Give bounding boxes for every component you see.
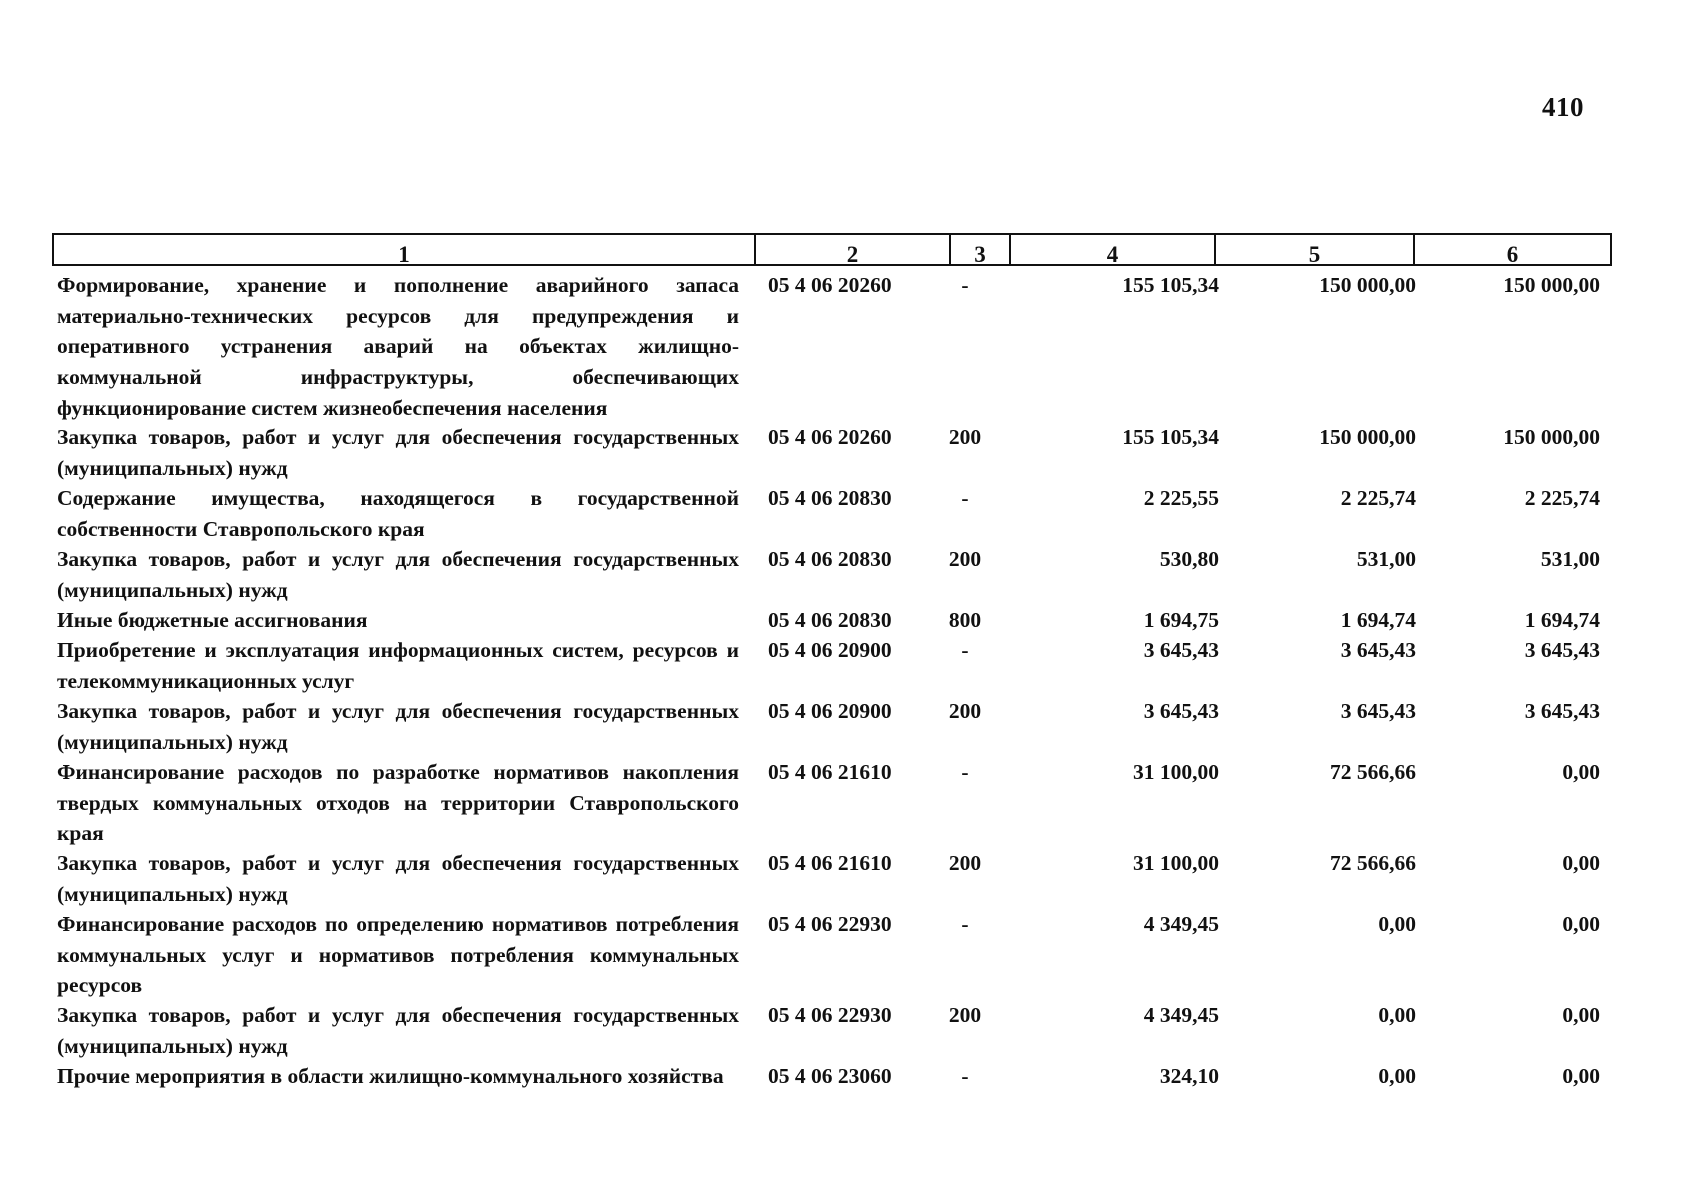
table-row — [57, 635, 1613, 696]
table-row — [57, 544, 1613, 605]
table-row — [57, 909, 1613, 1000]
row-expense-type: - — [961, 638, 969, 662]
table-row — [57, 422, 1613, 483]
row-code: 05 4 06 22930 — [768, 912, 892, 936]
row-code: 05 4 06 20900 — [768, 638, 892, 662]
column-header-2: 2 — [756, 235, 951, 264]
row-value-col5: 3 645,43 — [1340, 638, 1416, 662]
row-value-col5: 150 000,00 — [1319, 273, 1416, 297]
row-value-col5: 531,00 — [1356, 547, 1416, 571]
row-expense-type: - — [961, 273, 969, 297]
column-header-6: 6 — [1506, 242, 1519, 267]
row-expense-type: - — [961, 760, 969, 784]
row-value-col5: 72 566,66 — [1330, 851, 1416, 875]
table-row — [57, 1061, 1613, 1122]
row-expense-type: 800 — [948, 608, 982, 632]
row-value-col4: 3 645,43 — [1143, 699, 1219, 723]
row-code: 05 4 06 20830 — [768, 486, 892, 510]
column-header-3: 3 — [951, 235, 1011, 264]
row-value-col6: 150 000,00 — [1503, 273, 1600, 297]
row-expense-type: - — [961, 912, 969, 936]
row-value-col4: 2 225,55 — [1143, 486, 1219, 510]
row-code: 05 4 06 22930 — [768, 1003, 892, 1027]
table-row — [57, 757, 1613, 848]
row-code: 05 4 06 20260 — [768, 273, 892, 297]
row-description: Закупка товаров, работ и услуг для обеспечения государственных (муниципальных) нужд — [57, 1003, 739, 1058]
row-value-col6: 3 645,43 — [1524, 699, 1600, 723]
table-row — [57, 1000, 1613, 1061]
column-header-5: 5 — [1216, 235, 1415, 264]
column-header-1: 1 — [54, 235, 756, 264]
row-value-col5: 150 000,00 — [1319, 425, 1416, 449]
row-value-col4: 31 100,00 — [1133, 760, 1219, 784]
row-value-col5: 2 225,74 — [1340, 486, 1416, 510]
row-description: Содержание имущества, находящегося в государственной собственности Ставропольского края — [57, 486, 739, 541]
row-value-col4: 31 100,00 — [1133, 851, 1219, 875]
row-description: Формирование, хранение и пополнение аварийного запаса материально-технических ресурсов для предупреждения и оперативного устранения аварий на объектах жилищно-коммунальной инфраструктуры, обеспечивающих функционирование систем жизнеобеспечения населения — [57, 273, 739, 420]
row-expense-type: 200 — [948, 851, 982, 875]
row-expense-type: 200 — [948, 547, 982, 571]
row-description: Закупка товаров, работ и услуг для обеспечения государственных (муниципальных) нужд — [57, 851, 739, 906]
table-row — [57, 483, 1613, 544]
row-description: Иные бюджетные ассигнования — [57, 608, 368, 632]
column-header-4: 4 — [1011, 235, 1216, 264]
row-value-col4: 155 105,34 — [1122, 425, 1219, 449]
row-expense-type: - — [961, 1064, 969, 1088]
row-value-col5: 0,00 — [1378, 1003, 1416, 1027]
row-value-col5: 0,00 — [1378, 1064, 1416, 1088]
row-code: 05 4 06 20830 — [768, 608, 892, 632]
row-description: Финансирование расходов по разработке нормативов накопления твердых коммунальных отходов на территории Ставропольского края — [57, 760, 739, 846]
row-code: 05 4 06 21610 — [768, 760, 892, 784]
row-description: Финансирование расходов по определению нормативов потребления коммунальных услуг и нормативов потребления коммунальных ресурсов — [57, 912, 739, 998]
row-description: Прочие мероприятия в области жилищно-коммунального хозяйства — [57, 1064, 724, 1088]
row-value-col4: 4 349,45 — [1143, 912, 1219, 936]
row-code: 05 4 06 20260 — [768, 425, 892, 449]
row-expense-type: 200 — [948, 699, 982, 723]
row-value-col5: 72 566,66 — [1330, 760, 1416, 784]
page-number: 410 — [1542, 92, 1584, 122]
row-value-col5: 0,00 — [1378, 912, 1416, 936]
row-value-col6: 0,00 — [1562, 912, 1600, 936]
row-value-col6: 150 000,00 — [1503, 425, 1600, 449]
row-value-col4: 324,10 — [1159, 1064, 1219, 1088]
row-code: 05 4 06 20900 — [768, 699, 892, 723]
row-expense-type: 200 — [948, 425, 982, 449]
row-value-col6: 0,00 — [1562, 760, 1600, 784]
row-description: Закупка товаров, работ и услуг для обеспечения государственных (муниципальных) нужд — [57, 425, 739, 480]
row-code: 05 4 06 21610 — [768, 851, 892, 875]
table-row — [57, 848, 1613, 909]
row-description: Закупка товаров, работ и услуг для обеспечения государственных (муниципальных) нужд — [57, 547, 739, 602]
row-expense-type: 200 — [948, 1003, 982, 1027]
row-code: 05 4 06 20830 — [768, 547, 892, 571]
row-value-col6: 0,00 — [1562, 851, 1600, 875]
row-description: Закупка товаров, работ и услуг для обеспечения государственных (муниципальных) нужд — [57, 699, 739, 754]
row-value-col4: 4 349,45 — [1143, 1003, 1219, 1027]
row-value-col4: 155 105,34 — [1122, 273, 1219, 297]
row-value-col6: 0,00 — [1562, 1003, 1600, 1027]
row-value-col6: 3 645,43 — [1524, 638, 1600, 662]
row-description: Приобретение и эксплуатация информационных систем, ресурсов и телекоммуникационных услуг — [57, 638, 739, 693]
row-value-col4: 3 645,43 — [1143, 638, 1219, 662]
row-value-col5: 3 645,43 — [1340, 699, 1416, 723]
row-value-col4: 530,80 — [1159, 547, 1219, 571]
row-expense-type: - — [961, 486, 969, 510]
row-value-col5: 1 694,74 — [1340, 608, 1416, 632]
table-row — [57, 605, 1613, 635]
table-row — [57, 270, 1613, 422]
table-header-row — [52, 233, 1612, 266]
row-code: 05 4 06 23060 — [768, 1064, 892, 1088]
row-value-col6: 2 225,74 — [1524, 486, 1600, 510]
row-value-col6: 531,00 — [1540, 547, 1600, 571]
table-row — [57, 696, 1613, 757]
table-body — [57, 270, 1613, 1122]
row-value-col6: 1 694,74 — [1524, 608, 1600, 632]
row-value-col6: 0,00 — [1562, 1064, 1600, 1088]
row-value-col4: 1 694,75 — [1143, 608, 1219, 632]
